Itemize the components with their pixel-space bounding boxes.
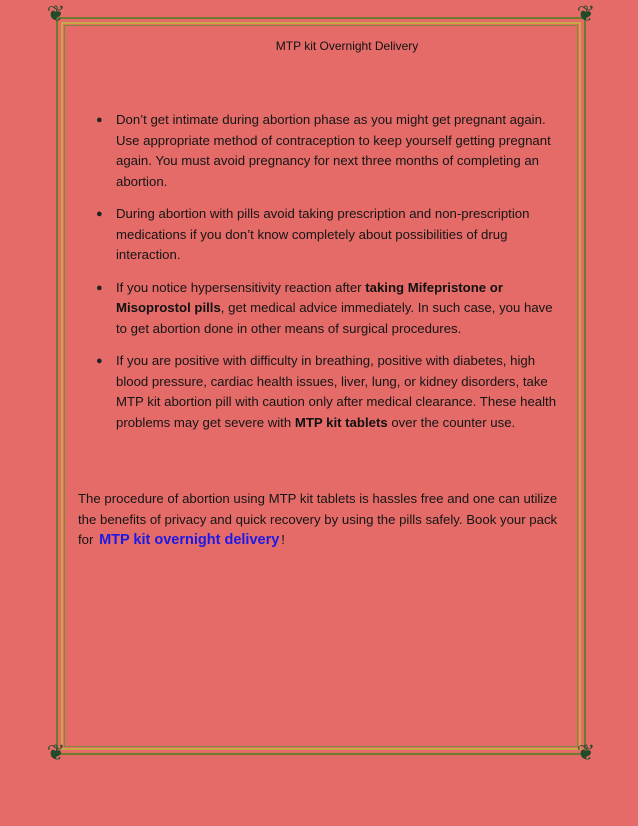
bullet-icon: ● (96, 208, 103, 220)
closing-text: The procedure of abortion using MTP kit tablets is hassles free and one can utilize the benefits of privacy and quick recovery by using the pills safely. Book your pack for (78, 491, 558, 547)
corner-ornament-icon: ❦ (576, 2, 596, 27)
list-item (96, 278, 566, 340)
list-item (96, 204, 566, 266)
bullet-icon: ● (96, 355, 103, 367)
list-item-text-post: over the counter use. (387, 414, 516, 430)
closing-end: ! (281, 532, 285, 547)
bullet-list (96, 110, 566, 445)
list-item-text-post: , get medical advice immediately. In such case, you have to get abortion done in other means of surgical procedures. (116, 300, 553, 336)
list-item-text-pre: If you notice hypersensitivity reaction after (116, 279, 366, 295)
overnight-delivery-link[interactable]: MTP kit overnight delivery (99, 532, 280, 548)
list-item-bold: taking Mifepristone or Misoprostol pills (116, 279, 503, 315)
list-item (96, 110, 566, 192)
list-item-text-pre: If you are positive with difficulty in breathing, positive with diabetes, high blood pressure, cardiac health issues, liver, lung, or kidney disorders, take MTP kit abortion pill with caution only after medical clearance. These health problems may get severe with (116, 353, 557, 430)
list-item-text: Don’t get intimate during abortion phase as you might get pregnant again. Use appropriate method of contraception to keep yourself getting pregnant again. You must avoid pregnancy for next three months of completing an abortion. (116, 112, 551, 189)
closing-paragraph (78, 489, 568, 551)
list-item-bold: MTP kit tablets (294, 414, 388, 430)
corner-ornament-icon: ❦ (46, 741, 66, 766)
bullet-icon: ● (96, 114, 103, 126)
page-header: MTP kit Overnight Delivery (275, 39, 419, 53)
list-item-text: During abortion with pills avoid taking prescription and non-prescription medications if you don’t know completely about possibilities of drug interaction. (116, 206, 530, 262)
bullet-icon: ● (96, 281, 103, 294)
list-item (96, 351, 566, 433)
corner-ornament-icon: ❦ (576, 741, 596, 766)
corner-ornament-icon: ❦ (46, 2, 66, 27)
